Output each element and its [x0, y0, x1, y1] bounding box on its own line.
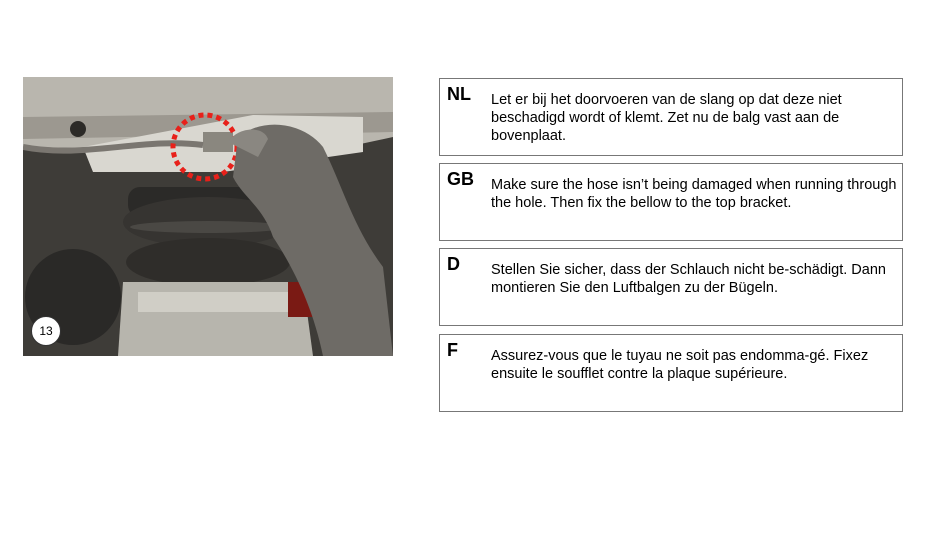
language-code: F: [447, 340, 458, 360]
language-code: GB: [447, 169, 474, 189]
instruction-text: Let er bij het doorvoeren van de slang op dat deze niet beschadigd wordt of klemt. Zet nu de balg vast aan de bovenplaat.: [491, 92, 842, 144]
instruction-box-d: [439, 248, 903, 326]
instruction-box-f: [439, 334, 903, 412]
photo-illustration: [23, 77, 393, 356]
instruction-text: Stellen Sie sicher, dass der Schlauch nicht be-schädigt. Dann montieren Sie den Luftbalgen zu der Bügeln.: [491, 262, 886, 296]
instruction-text: Make sure the hose isn’t being damaged when running through the hole. Then fix the bellow to the top bracket.: [491, 177, 897, 211]
step-number-badge: 13: [31, 316, 61, 346]
installation-photo: [23, 77, 393, 356]
instruction-text: Assurez-vous que le tuyau ne soit pas endomma-gé. Fixez ensuite le soufflet contre la plaque supérieure.: [491, 348, 869, 382]
language-code: NL: [447, 84, 471, 104]
instruction-box-gb: [439, 163, 903, 241]
instruction-box-nl: [439, 78, 903, 156]
language-code: D: [447, 254, 460, 274]
